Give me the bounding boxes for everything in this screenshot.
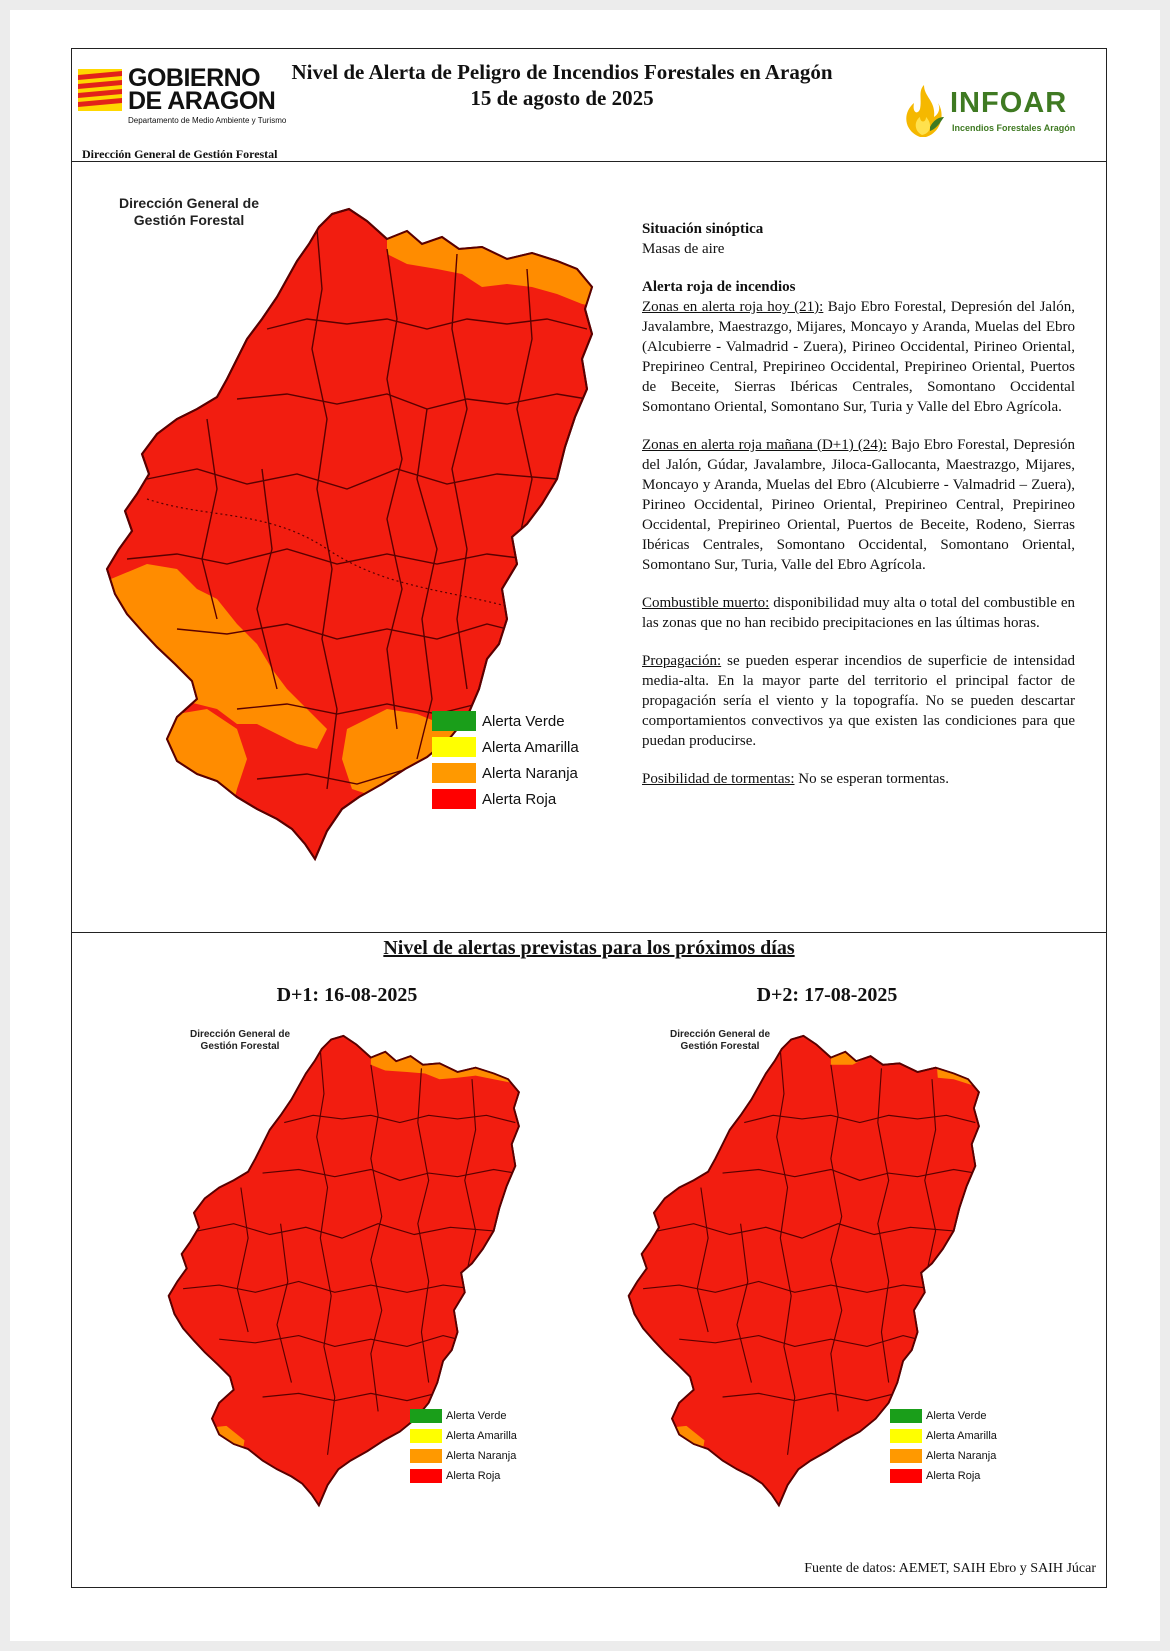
- gobierno-aragon-logo: [78, 64, 287, 139]
- propagacion-text: se pueden esperar incendios de superficie de intensidad media-alta. En la mayor parte del territorio el principal factor de propagación sería el viento y la topografía. No se pueden descartar comportamientos convectivos ya que existen las condiciones para que puedan producirse.: [642, 653, 1075, 749]
- brand-name: INFOAR: [950, 87, 1068, 119]
- bulletin-frame: [71, 48, 1107, 1588]
- d1-zone-orange-southwest: [154, 1426, 244, 1505]
- hoy-label: Zonas en alerta roja hoy (21):: [642, 299, 824, 315]
- org-department: Departamento de Medio Ambiente y Turismo: [128, 116, 287, 125]
- legend-item-roja: Alerta Roja: [432, 789, 579, 809]
- section-divider: [72, 932, 1106, 933]
- data-source: Fuente de datos: AEMET, SAIH Ebro y SAIH Júcar: [804, 1561, 1096, 1576]
- main-map-label: Dirección General de Gestión Forestal: [118, 195, 260, 228]
- forecast-day1-title: D+1: 16-08-2025: [276, 984, 418, 1006]
- flame-icon: [900, 83, 946, 139]
- hoy-text: Bajo Ebro Forestal, Depresión del Jalón, Javalambre, Maestrazgo, Mijares, Moncayo y Aranda, Muelas del Ebro (Alcubierre - Valmadrid - Zuera), Pirineo Occidental, Pirineo Oriental, Prepirineo Central, Prepirineo Occidental, Prepirineo Oriental, Puertos de Beceite, Sierras Ibéricas Centrales, Somontano Occidental Somontano Oriental, Somontano Sur, Turia y Valle del Ebro Agrícola.: [642, 299, 1075, 415]
- forecast-day2-title: D+2: 17-08-2025: [756, 984, 898, 1006]
- brand-subtitle: Incendios Forestales Aragón: [952, 123, 1076, 133]
- forecast-section-title: Nivel de alertas previstas para los próximos días: [383, 937, 795, 959]
- combustible-label: Combustible muerto:: [642, 595, 770, 611]
- legend-item-naranja: Alerta Naranja: [432, 763, 579, 783]
- tormentas-text: No se esperan tormentas.: [794, 771, 950, 787]
- synopsis-text: [642, 219, 1075, 807]
- org-name: GOBIERNO DE ARAGON: [128, 64, 276, 115]
- situacion-title: Situación sinóptica: [642, 221, 764, 237]
- propagacion-label: Propagación:: [642, 653, 722, 669]
- d2-zone-orange-southwest: [614, 1426, 704, 1505]
- manana-text: Bajo Ebro Forestal, Depresión del Jalón, Gúdar, Javalambre, Jiloca-Gallocanta, Maestrazgo, Mijares, Moncayo y Aranda, Muelas del Ebro (Alcubierre - Valmadrid – Zuera), Pirineo Occidental, Pirineo Oriental, Prepirineo Central, Prepirineo Occidental, Prepirineo Oriental, Puertos de Beceite, Rodeno, Sierras Ibéricas Centrales, Somontano Occidental, Somontano Oriental, Somontano Sur, Turia, Valle del Ebro Agrícola.: [642, 437, 1075, 573]
- tormentas-label: Posibilidad de tormentas:: [642, 771, 795, 787]
- page-title: Nivel de Alerta de Peligro de Incendios Forestales en Aragón 15 de agosto de 2025: [291, 60, 833, 110]
- manana-label: Zonas en alerta roja mañana (D+1) (24):: [642, 437, 888, 453]
- forecast-day2-map-label: Dirección General de Gestión Forestal: [669, 1029, 771, 1052]
- situacion-text: Masas de aire: [642, 241, 725, 257]
- alerta-title: Alerta roja de incendios: [642, 279, 796, 295]
- main-legend: [432, 711, 579, 809]
- legend-item-verde: Alerta Verde: [432, 711, 579, 731]
- directorate-label: Dirección General de Gestión Forestal: [82, 147, 278, 161]
- aragon-flag-icon: [78, 69, 122, 111]
- bulletin-sheet: [10, 10, 1160, 1641]
- forecast-day1-map-label: Dirección General de Gestión Forestal: [189, 1029, 291, 1052]
- forecast-day2-legend: Alerta Verde Alerta Amarilla Alerta Naranja Alerta Roja: [890, 1409, 997, 1483]
- infoar-logo: [900, 83, 1100, 143]
- legend-item-amarilla: Alerta Amarilla: [432, 737, 579, 757]
- combustible-text: disponibilidad muy alta o total del combustible en las zonas que no han recibido precipitaciones en las últimas horas.: [642, 595, 1075, 631]
- header-divider: [72, 161, 1106, 162]
- zone-orange-southwest: [87, 709, 247, 869]
- forecast-day1-legend: Alerta Verde Alerta Amarilla Alerta Naranja Alerta Roja: [410, 1409, 517, 1483]
